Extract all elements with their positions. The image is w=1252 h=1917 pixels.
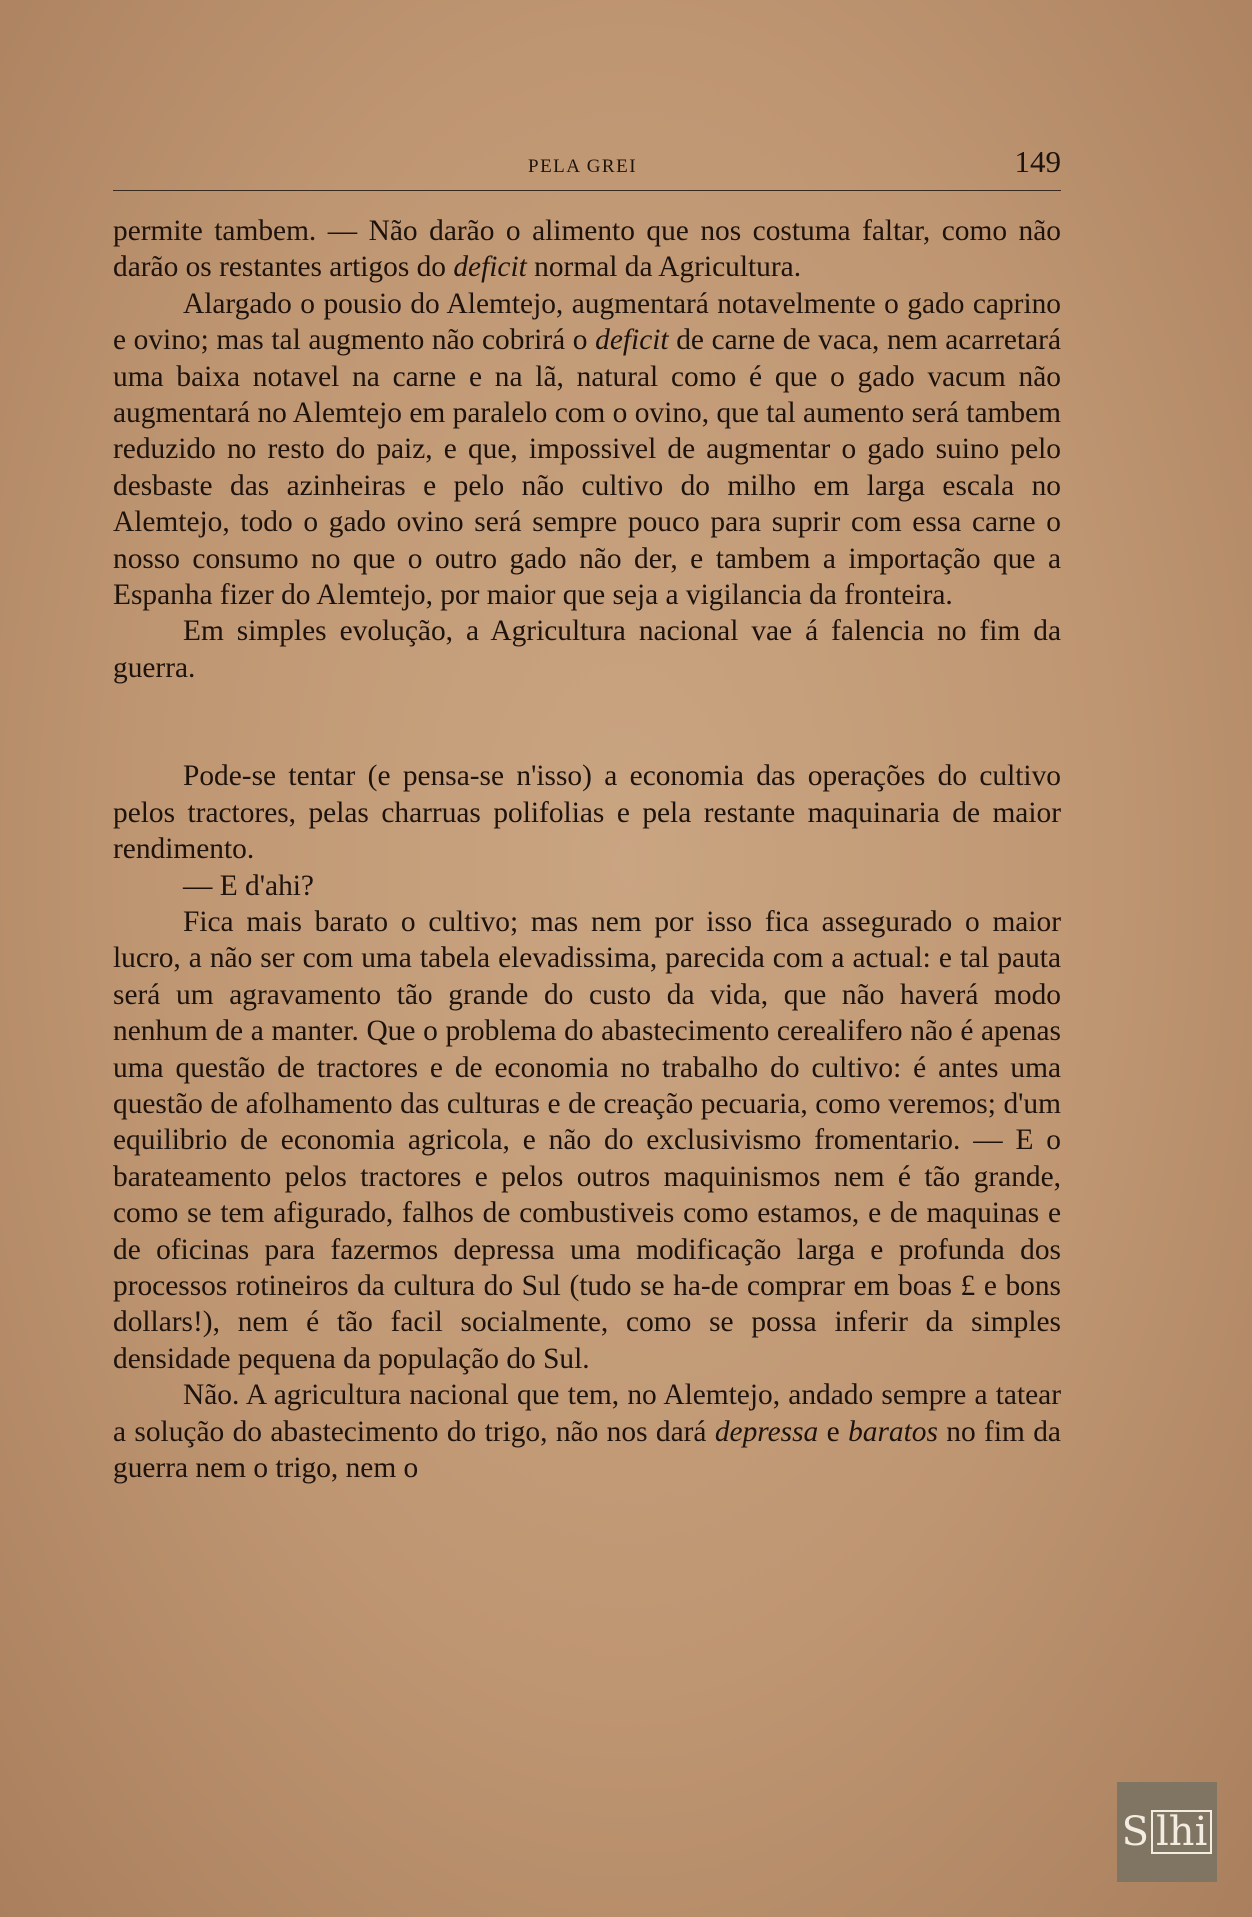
library-stamp bbox=[1117, 1782, 1217, 1882]
italic-text: baratos bbox=[848, 1415, 938, 1448]
italic-text: deficit bbox=[595, 324, 669, 357]
paragraph bbox=[113, 213, 1061, 286]
stamp-letters-lhi: lhi bbox=[1151, 1810, 1212, 1854]
text-run: permite tambem. — Não darão o alimento que nos costuma faltar, como não darão os restantes artigos do bbox=[113, 215, 1061, 284]
paragraph bbox=[113, 1377, 1061, 1486]
paragraph bbox=[113, 758, 1061, 867]
text-run: e bbox=[818, 1415, 849, 1448]
stamp-letter-s: S bbox=[1121, 1809, 1150, 1855]
text-run: de carne de vaca, nem acarretará uma baixa notavel na carne e na lã, natural como é que o gado vacum não augmentará no Alemtejo em paralelo com o ovino, que tal aumento será tambem reduzido no resto do paiz, e que, impossivel de augmentar o gado suino pelo desbaste das azinheiras e pelo não cultivo do milho em larga escala no Alemtejo, todo o gado ovino será sempre pouco para suprir com essa carne o nosso consumo no que o outro gado não der, e tambem a importação que a Espanha fizer do Alemtejo, por maior que seja a vigilancia da fronteira. bbox=[113, 324, 1061, 612]
italic-text: depressa bbox=[714, 1415, 819, 1448]
text-run: Alargado o pousio do Alemtejo, augmentará notavelmente o gado caprino e ovino; mas tal augmento não cobrirá o bbox=[113, 287, 1061, 357]
text-run: normal da Agricultura. bbox=[526, 251, 802, 284]
italic-text: deficit bbox=[453, 251, 527, 284]
text-run: Em simples evolução, a Agricultura nacional vae á falencia no fim da guerra. bbox=[113, 615, 1061, 684]
text-run: Pode-se tentar (e pensa-se n'isso) a economia das operações do cultivo pelos tractores, pelas charruas polifolias e pela restante maquinaria de maior rendimento. bbox=[113, 760, 1061, 866]
body-text bbox=[113, 213, 1061, 1486]
text-run: no fim da guerra nem o trigo, nem o bbox=[113, 1415, 1061, 1484]
paragraph bbox=[113, 868, 1061, 904]
running-title: PELA GREI bbox=[528, 156, 638, 177]
page-number: 149 bbox=[1014, 144, 1061, 179]
text-run: — E d'ahi? bbox=[183, 869, 314, 902]
paragraph bbox=[113, 613, 1061, 686]
paragraph bbox=[113, 904, 1061, 1377]
page-header bbox=[113, 144, 1061, 191]
text-run: Não. A agricultura nacional que tem, no Alemtejo, andado sempre a tatear a solução do abastecimento do trigo, não nos dará bbox=[113, 1379, 1061, 1448]
text-run: Fica mais barato o cultivo; mas nem por isso fica assegurado o maior lucro, a não ser com uma tabela elevadissima, parecida com a actual: e tal pauta será um agravamento tão grande do custo da vida, que não haverá modo nenhum de a manter. Que o problema do abastecimento cerealifero não é apenas uma questão de tractores e de economia no trabalho do cultivo: é antes uma questão de afolhamento das culturas e de creação pecuaria, como veremos; d'um equilibrio de economia agricola, e não do exclusivismo fromentario. — E o barateamento pelos tractores e pelos outros maquinismos nem é tão grande, como se tem afigurado, falhos de combustiveis como estamos, e de maquinas e de oficinas para fazermos depressa uma modificação larga e profunda dos processos rotineiros da cultura do Sul (tudo se ha-de comprar em boas £ e bons dollars!), nem é tão facil socialmente, como se possa inferir da simples densidade pequena da população do Sul. bbox=[113, 905, 1061, 1375]
paragraph bbox=[113, 286, 1061, 614]
